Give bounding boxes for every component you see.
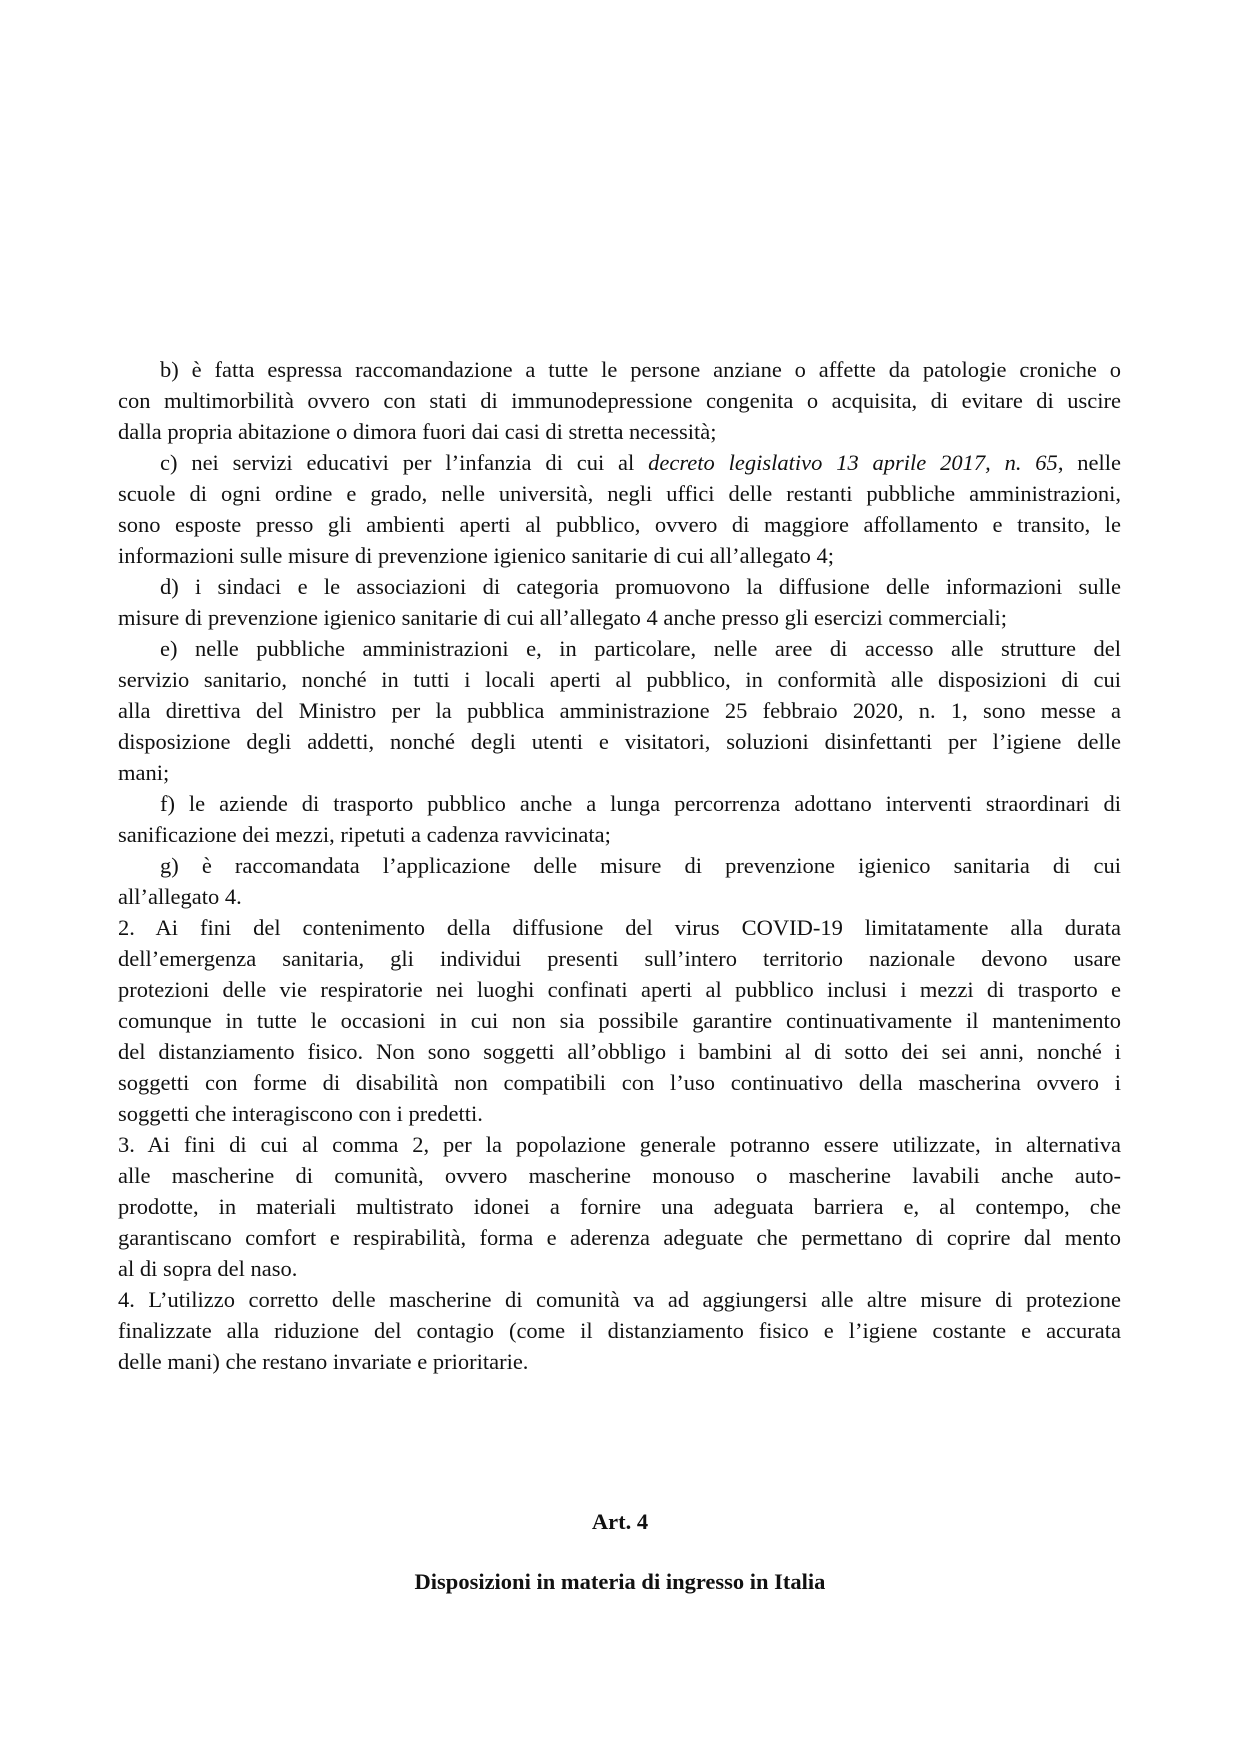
paragraph-e-line: mani; [118,760,170,785]
comma-4-line: finalizzate alla riduzione del contagio (come il distanziamento fisico e l’igiene costante e accurata [118,1318,1121,1343]
comma-2-line: dell’emergenza sanitaria, gli individui presenti sull’intero territorio nazionale devono usare [118,946,1121,971]
paragraph-c-line [118,447,1121,478]
comma-3-line: prodotte, in materiali multistrato idonei a fornire una adeguata barriera e, al contempo, che [118,1194,1121,1219]
comma-2-line: 2. Ai fini del contenimento della diffusione del virus COVID-19 limitatamente alla durata [118,915,1121,940]
comma-3-line: al di sopra del naso. [118,1256,298,1281]
paragraph-c-text: c) nei servizi educativi per l’infanzia di cui al [160,450,649,475]
comma-2-line: soggetti con forme di disabilità non compatibili con l’uso continuativo della mascherina ovvero i [118,1070,1121,1095]
paragraph-e-line: e) nelle pubbliche amministrazioni e, in particolare, nelle aree di accesso alle strutture del [160,636,1121,661]
comma-3-line: 3. Ai fini di cui al comma 2, per la popolazione generale potranno essere utilizzate, in alternativa [118,1132,1121,1157]
paragraph-c-line: informazioni sulle misure di prevenzione igienico sanitarie di cui all’allegato 4; [118,543,835,568]
paragraph-f-line: sanificazione dei mezzi, ripetuti a cadenza ravvicinata; [118,822,611,847]
paragraph-e-line: alla direttiva del Ministro per la pubblica amministrazione 25 febbraio 2020, n. 1, sono messe a [118,698,1121,723]
comma-2-line: comunque in tutte le occasioni in cui non sia possibile garantire continuativamente il mantenimento [118,1008,1121,1033]
article-subtitle: Disposizioni in materia di ingresso in Italia [414,1569,826,1594]
comma-3-line: garantiscano comfort e respirabilità, forma e aderenza adeguate che permettano di coprire dal mento [118,1225,1121,1250]
comma-2-line: protezioni delle vie respiratorie nei luoghi confinati aperti al pubblico inclusi i mezzi di trasporto e [118,977,1121,1002]
comma-2-line: del distanziamento fisico. Non sono soggetti all’obbligo i bambini al di sotto dei sei anni, nonché i [118,1039,1121,1064]
paragraph-b-line: con multimorbilità ovvero con stati di immunodepressione congenita o acquisita, di evitare di uscire [118,388,1121,413]
paragraph-e-line: servizio sanitario, nonché in tutti i locali aperti al pubblico, in conformità alle disposizioni di cui [118,667,1121,692]
paragraph-c-text: , nelle [1057,450,1122,475]
comma-4-line: 4. L’utilizzo corretto delle mascherine di comunità va ad aggiungersi alle altre misure di protezione [118,1287,1121,1312]
paragraph-d-line: d) i sindaci e le associazioni di categoria promuovono la diffusione delle informazioni sulle [160,574,1121,599]
paragraph-e-line: disposizione degli addetti, nonché degli utenti e visitatori, soluzioni disinfettanti per l’igiene delle [118,729,1121,754]
paragraph-b-line: b) è fatta espressa raccomandazione a tutte le persone anziane o affette da patologie croniche o [160,357,1121,382]
paragraph-f-line: f) le aziende di trasporto pubblico anche a lunga percorrenza adottano interventi straordinari di [160,791,1121,816]
decree-reference: decreto legislativo 13 aprile 2017, n. 65 [648,450,1058,475]
body-text [118,354,1121,1377]
comma-3-line: alle mascherine di comunità, ovvero mascherine monouso o mascherine lavabili anche auto- [118,1163,1121,1188]
paragraph-g-line: all’allegato 4. [118,884,242,909]
paragraph-c-line: scuole di ogni ordine e grado, nelle università, negli uffici delle restanti pubbliche amministrazioni, [118,481,1121,506]
comma-4-line: delle mani) che restano invariate e prioritarie. [118,1349,529,1374]
paragraph-g-line: g) è raccomandata l’applicazione delle misure di prevenzione igienico sanitaria di cui [160,853,1121,878]
paragraph-c-line: sono esposte presso gli ambienti aperti al pubblico, ovvero di maggiore affollamento e transito, le [118,512,1121,537]
article-heading: Art. 4 [591,1509,649,1534]
paragraph-b-line: dalla propria abitazione o dimora fuori dai casi di stretta necessità; [118,419,717,444]
comma-2-line: soggetti che interagiscono con i predetti. [118,1101,483,1126]
paragraph-d-line: misure di prevenzione igienico sanitarie di cui all’allegato 4 anche presso gli esercizi commerciali; [118,605,1008,630]
